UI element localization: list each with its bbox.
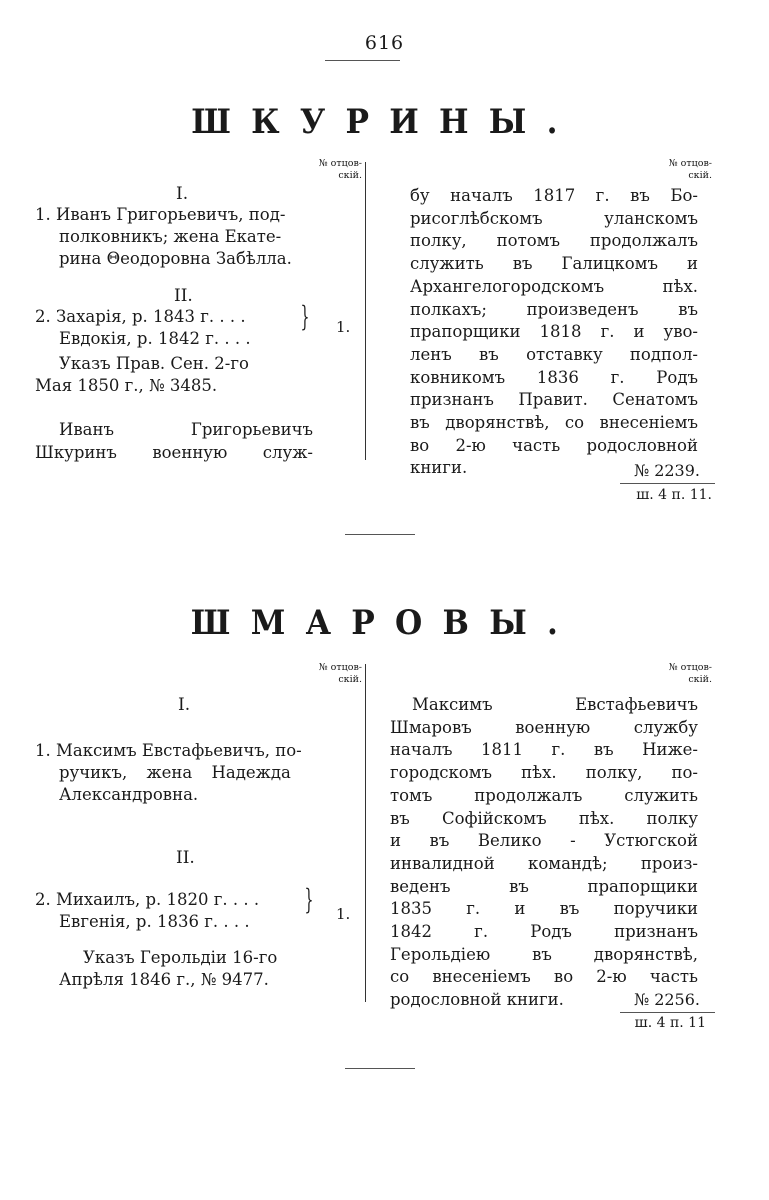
page-number-rule (325, 60, 400, 61)
member-2b-entry: Евдокія, р. 1842 г. . . . (59, 329, 251, 348)
member-2a-entry: 2. Михаилъ, р. 1820 г. . . . (35, 890, 260, 909)
decree-line: Указъ Прав. Сен. 2-го (59, 354, 249, 373)
member-1-line: 1. Иванъ Григорьевичъ, под- (35, 205, 286, 224)
column-header-right: № отцов- скій. (668, 662, 712, 685)
biography-left (35, 419, 313, 464)
biography-line: инвалидной командѣ; произ- (390, 853, 698, 873)
member-1-entry (35, 740, 335, 806)
column-divider (365, 162, 366, 460)
section-separator (345, 534, 415, 535)
decree (59, 947, 277, 991)
biography-line: томъ продолжалъ служить (390, 785, 698, 805)
column-divider (365, 664, 366, 1002)
column-header-right: № отцов- скій. (668, 158, 712, 181)
biography-line: городскомъ пѣх. полку, по- (390, 763, 698, 783)
biography-line: рисоглѣбскомъ уланскомъ (410, 208, 698, 228)
biography-line: полку, потомъ продолжалъ (410, 231, 698, 251)
biography-line: Архангелогородскомъ пѣх. (410, 276, 698, 296)
family-title-shmarovy: ШМАРОВЫ. (190, 603, 579, 643)
column-header-left: № отцов- скій. (318, 662, 362, 685)
biography-line: Иванъ Григорьевичъ (59, 420, 313, 439)
biography-right (410, 185, 698, 480)
biography-line: началъ 1811 г. въ Ниже- (390, 740, 698, 760)
biography-line: ковникомъ 1836 г. Родъ (410, 367, 698, 387)
archive-reference: ш. 4 п. 11. (636, 487, 712, 503)
member-1-line: рина Θеодоровна Забѣлла. (59, 249, 292, 268)
biography-line: Максимъ Евстафьевичъ (412, 695, 698, 714)
biography-line: книги. (410, 458, 468, 478)
biography-line: полкахъ; произведенъ въ (410, 299, 698, 319)
member-1-line: Александровна. (59, 785, 199, 804)
sibling-brace: } (304, 883, 314, 916)
biography-line: Шмаровъ военную службу (390, 717, 698, 737)
generation-1-label: I. (176, 184, 189, 204)
biography-line: въ Софійскомъ пѣх. полку (390, 808, 698, 828)
biography-line: со внесеніемъ во 2-ю часть (390, 967, 698, 987)
member-2a-entry: 2. Захарія, р. 1843 г. . . . (35, 307, 246, 326)
member-1-entry (35, 204, 335, 270)
member-1-line: ручикъ, жена Надежда (59, 763, 291, 782)
column-header-left: № отцов- скій. (318, 158, 362, 181)
biography-line: признанъ Правит. Сенатомъ (410, 390, 698, 410)
page-number: 616 (364, 32, 405, 54)
record-rule (620, 1012, 715, 1013)
decree-line: Указъ Герольдіи 16-го (83, 948, 278, 967)
father-reference: 1. (336, 318, 351, 336)
biography-line: въ дворянствѣ, со внесеніемъ (410, 413, 698, 433)
generation-1-label: I. (178, 695, 191, 715)
member-1-line: 1. Максимъ Евстафьевичъ, по- (35, 741, 302, 760)
archive-reference: ш. 4 п. 11 (634, 1015, 706, 1031)
biography-line: прапорщики 1818 г. и уво- (410, 322, 698, 342)
biography-line: Герольдіею въ дворянствѣ, (390, 944, 698, 964)
biography-line: бу началъ 1817 г. въ Бо- (410, 186, 698, 205)
decree-line: Апрѣля 1846 г., № 9477. (59, 970, 269, 989)
biography-line: во 2-ю часть родословной (410, 435, 698, 455)
decree-line: Мая 1850 г., № 3485. (35, 376, 218, 395)
generation-2-label: II. (176, 848, 195, 868)
biography-line: 1835 г. и въ поручики (390, 899, 698, 919)
biography-line: ленъ въ отставку подпол- (410, 344, 698, 364)
member-2b-entry: Евгенія, р. 1836 г. . . . (59, 912, 250, 931)
biography-line: 1842 г. Родъ признанъ (390, 922, 698, 942)
decree (35, 353, 249, 397)
generation-2-label: II. (174, 286, 193, 306)
sibling-brace: } (300, 300, 310, 333)
member-1-line: полковникъ; жена Екате- (59, 227, 282, 246)
section-separator (345, 1068, 415, 1069)
biography-line: Шкуринъ военную служ- (35, 442, 313, 462)
father-reference: 1. (336, 905, 351, 923)
record-number: № 2239. (633, 461, 700, 480)
biography-line: служить въ Галицкомъ и (410, 254, 698, 274)
biography-line: и въ Велико - Устюгской (390, 831, 698, 851)
biography-right (390, 694, 698, 1012)
family-title-shkuriny: ШКУРИНЫ. (191, 102, 578, 142)
biography-line: веденъ въ прапорщики (390, 876, 698, 896)
biography-line: родословной книги. (390, 990, 564, 1010)
record-rule (620, 483, 715, 484)
record-number: № 2256. (633, 990, 700, 1009)
